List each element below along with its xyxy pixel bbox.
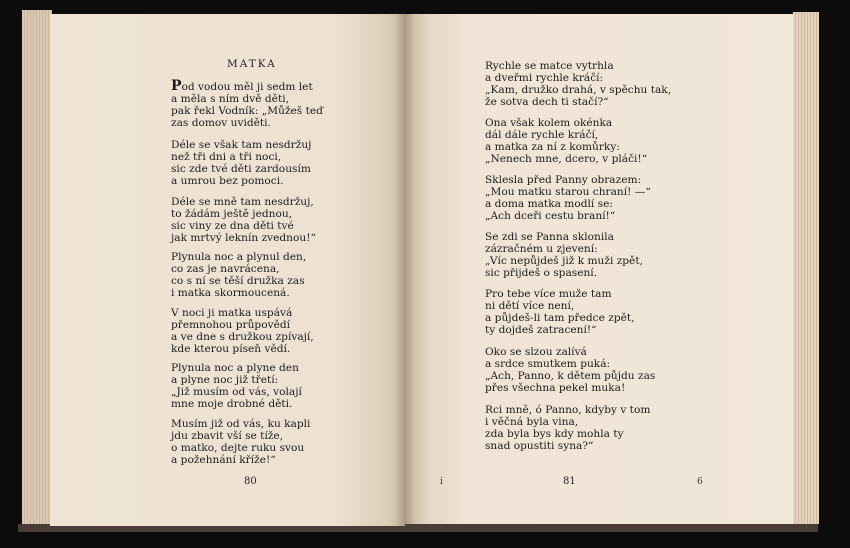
stanza-9: Ona však kolem okénka dál dále rychle kráčí, a matka za ní z komůrky: „Nenech mne, dcero, v pláči!“ — [485, 117, 648, 166]
stanza-2: Déle se však tam nesdržuj než tři dni a tři noci, sic zde tvé děti zardousím a umrou bez pomoci. — [171, 139, 312, 188]
stanza-5: V noci ji matka uspává přemnohou průpovědí a ve dne s družkou zpívají, kde kterou píseň vědí. — [171, 307, 314, 356]
page-edges-left — [22, 10, 52, 525]
page-number-left: 80 — [244, 476, 257, 487]
stanza-13: Oko se slzou zalívá a srdce smutkem puká: „Ach, Panno, k dětem půjdu zas přes všechna pekel muka! — [485, 346, 656, 395]
stanza-11: Se zdi se Panna sklonila zázračném u zjevení: „Víc nepůjdeš již k muži zpět, sic přijdeš o spasení. — [485, 231, 643, 280]
stanza-12: Pro tebe více muže tam ni dětí více není, a půjdeš-li tam předce zpět, ty dojdeš zatracení!“ — [485, 288, 635, 337]
stanza-14: Rci mně, ó Panno, kdyby v tom i věčná byla vina, zda byla bys kdy mohla ty snad opustiti syna?“ — [485, 404, 651, 453]
page-edges-right — [793, 12, 819, 524]
stanza-1-lines: a měla s ním dvě děti, pak řekl Vodník: „Můžeš teď zas domov uviděti. — [171, 93, 323, 130]
margin-mark-left: i — [440, 477, 443, 487]
stanza-7: Musím již od vás, ku kapli jdu zbavit vší se tíže, o matko, dejte ruku svou a požehnání kříže!“ — [171, 418, 311, 467]
stanza-4: Plynula noc a plynul den, co zas je navrácena, co s ní se těší družka zas i matka skormoucená. — [171, 251, 307, 300]
stanza-6: Plynula noc a plyne den a plyne noc již třetí: „Již musím od vás, volají mne moje drobné děti. — [171, 362, 302, 411]
stanza-1-first-line: od vodou měl ji sedm let — [181, 81, 313, 93]
book-gutter — [395, 14, 415, 526]
stanza-10: Sklesla před Panny obrazem: „Mou matku starou chraní! —“ a doma matka modlí se: „Ach dceři cestu braní!“ — [485, 174, 651, 223]
margin-mark-right: 6 — [697, 477, 703, 487]
drop-cap: P — [171, 78, 182, 94]
stanza-8: Rychle se matce vytrhla a dveřmi rychle kráčí: „Kam, družko drahá, v spěchu tak, že sotva dech ti stačí?“ — [485, 60, 672, 109]
page-number-right: 81 — [563, 476, 576, 487]
poem-title: MATKA — [227, 58, 277, 70]
stanza-3: Déle se mně tam nesdržuj, to žádám ještě jednou, sic viny ze dna děti tvé jak mrtvý leknín zvednou!“ — [171, 196, 316, 245]
stanza-1 — [171, 80, 323, 129]
